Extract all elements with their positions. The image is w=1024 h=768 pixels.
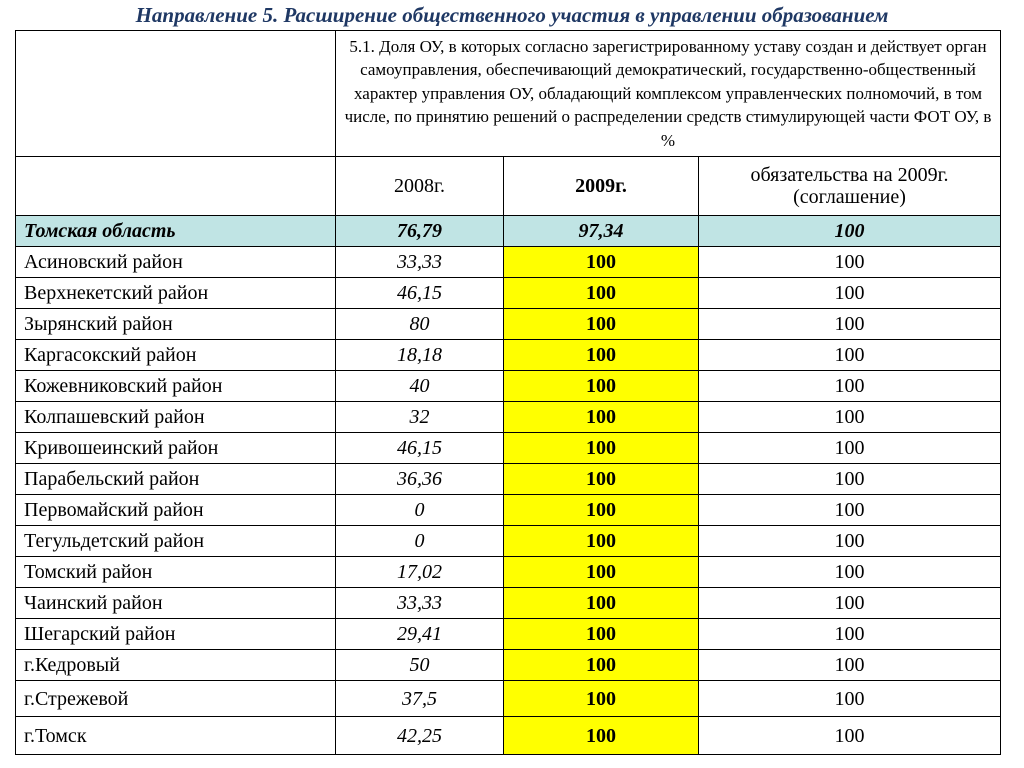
- region-obligation: 100: [699, 216, 1001, 247]
- value-2008: 36,36: [336, 464, 504, 495]
- value-2009: 100: [504, 247, 699, 278]
- value-2008: 33,33: [336, 247, 504, 278]
- value-2009: 100: [504, 371, 699, 402]
- value-obligation: 100: [699, 247, 1001, 278]
- district-name: Шегарский район: [16, 619, 336, 650]
- value-2008: 17,02: [336, 557, 504, 588]
- district-name: Первомайский район: [16, 495, 336, 526]
- value-2008: 50: [336, 650, 504, 681]
- header-2008: 2008г.: [336, 157, 504, 216]
- table-row: [16, 650, 1001, 681]
- value-2009: 100: [504, 681, 699, 717]
- table-row: [16, 433, 1001, 464]
- value-2009: 100: [504, 278, 699, 309]
- value-2009: 100: [504, 717, 699, 755]
- district-name: Асиновский район: [16, 247, 336, 278]
- region-2009: 97,34: [504, 216, 699, 247]
- value-obligation: 100: [699, 681, 1001, 717]
- district-name: Кривошеинский район: [16, 433, 336, 464]
- district-name: г.Кедровый: [16, 650, 336, 681]
- table-row: [16, 557, 1001, 588]
- value-obligation: 100: [699, 717, 1001, 755]
- value-obligation: 100: [699, 278, 1001, 309]
- district-name: Томский район: [16, 557, 336, 588]
- table-row: [16, 495, 1001, 526]
- value-2008: 46,15: [336, 433, 504, 464]
- header-row-description: [16, 31, 1001, 157]
- header-row-columns: [16, 157, 1001, 216]
- value-obligation: 100: [699, 526, 1001, 557]
- value-obligation: 100: [699, 402, 1001, 433]
- value-2008: 40: [336, 371, 504, 402]
- value-obligation: 100: [699, 309, 1001, 340]
- value-2009: 100: [504, 464, 699, 495]
- table-row: [16, 681, 1001, 717]
- value-2008: 32: [336, 402, 504, 433]
- table-row: [16, 464, 1001, 495]
- value-2008: 37,5: [336, 681, 504, 717]
- value-obligation: 100: [699, 650, 1001, 681]
- district-name: г.Стрежевой: [16, 681, 336, 717]
- value-2009: 100: [504, 526, 699, 557]
- district-name: Чаинский район: [16, 588, 336, 619]
- district-name: Колпашевский район: [16, 402, 336, 433]
- table-row: [16, 340, 1001, 371]
- table-row: [16, 526, 1001, 557]
- value-2009: 100: [504, 340, 699, 371]
- value-2009: 100: [504, 495, 699, 526]
- value-2009: 100: [504, 588, 699, 619]
- district-name: Зырянский район: [16, 309, 336, 340]
- table-row: [16, 278, 1001, 309]
- value-obligation: 100: [699, 371, 1001, 402]
- value-2008: 33,33: [336, 588, 504, 619]
- value-obligation: 100: [699, 557, 1001, 588]
- region-2008: 76,79: [336, 216, 504, 247]
- value-2009: 100: [504, 309, 699, 340]
- value-obligation: 100: [699, 495, 1001, 526]
- value-2008: 42,25: [336, 717, 504, 755]
- value-obligation: 100: [699, 588, 1001, 619]
- district-name: г.Томск: [16, 717, 336, 755]
- table-row: [16, 247, 1001, 278]
- region-name: Томская область: [16, 216, 336, 247]
- value-2009: 100: [504, 433, 699, 464]
- value-2009: 100: [504, 619, 699, 650]
- value-2009: 100: [504, 650, 699, 681]
- table-row: [16, 402, 1001, 433]
- header-obligations: обязательства на 2009г. (соглашение): [699, 157, 1001, 216]
- indicator-description: 5.1. Доля ОУ, в которых согласно зарегистрированному уставу создан и действует орган самоуправления, обеспечивающий демократический, государственно-общественный характер управления ОУ, обладающий комплексом управленческих полномочий, в том числе, по принятию решений о распределении средств стимулирующей части ФОТ ОУ, в %: [336, 31, 1001, 157]
- value-obligation: 100: [699, 619, 1001, 650]
- value-2009: 100: [504, 402, 699, 433]
- header-empty-cell: [16, 31, 336, 157]
- district-name: Тегульдетский район: [16, 526, 336, 557]
- table-row: [16, 619, 1001, 650]
- value-2008: 0: [336, 495, 504, 526]
- district-name: Кожевниковский район: [16, 371, 336, 402]
- region-total-row: [16, 216, 1001, 247]
- value-obligation: 100: [699, 464, 1001, 495]
- data-table: [15, 30, 1001, 755]
- page-title: Направление 5. Расширение общественного участия в управлении образованием: [135, 3, 889, 27]
- value-obligation: 100: [699, 433, 1001, 464]
- value-2008: 0: [336, 526, 504, 557]
- table-row: [16, 717, 1001, 755]
- value-2008: 29,41: [336, 619, 504, 650]
- district-name: Верхнекетский район: [16, 278, 336, 309]
- value-2009: 100: [504, 557, 699, 588]
- value-2008: 80: [336, 309, 504, 340]
- header-empty-cell: [16, 157, 336, 216]
- table-row: [16, 371, 1001, 402]
- value-2008: 18,18: [336, 340, 504, 371]
- value-obligation: 100: [699, 340, 1001, 371]
- table-row: [16, 588, 1001, 619]
- district-name: Парабельский район: [16, 464, 336, 495]
- value-2008: 46,15: [336, 278, 504, 309]
- header-2009: 2009г.: [504, 157, 699, 216]
- table-row: [16, 309, 1001, 340]
- district-name: Каргасокский район: [16, 340, 336, 371]
